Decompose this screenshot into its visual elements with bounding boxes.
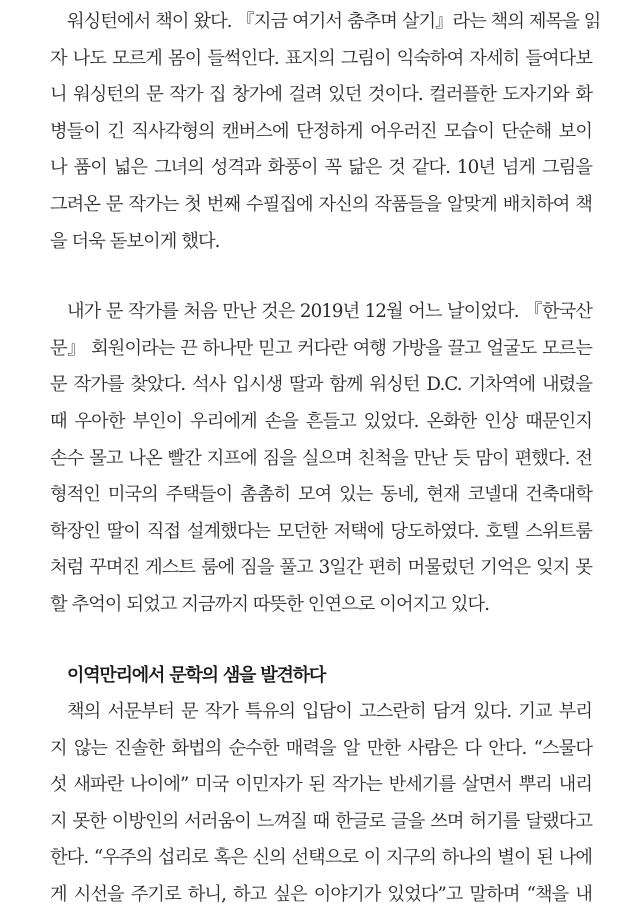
text-line: 책의 서문부터 문 작가 특유의 입담이 고스란히 담겨 있다. 기교 부리 bbox=[67, 701, 592, 723]
text-line: 병들이 긴 직사각형의 캔버스에 단정하게 어우러진 모습이 단순해 보이 bbox=[50, 120, 592, 142]
paragraph-2 bbox=[50, 294, 592, 623]
text-line: 섯 새파란 나이에” 미국 이민자가 된 작가는 반세기를 살면서 뿌리 내리 bbox=[50, 774, 592, 796]
document-page bbox=[50, 4, 601, 914]
text-line: 할 추억이 되었고 지금까지 따뜻한 인연으로 이어지고 있다. bbox=[50, 593, 490, 615]
text-line: 을 더욱 돋보이게 했다. bbox=[50, 230, 220, 252]
text-line: 내가 문 작가를 처음 만난 것은 2019년 12월 어느 날이었다. 『한국산 bbox=[67, 301, 592, 323]
text-line: 때 우아한 부인이 우리에게 손을 흔들고 있었다. 온화한 인상 때문인지 bbox=[50, 410, 592, 432]
text-line: 자 나도 모르게 몸이 들썩인다. 표지의 그림이 익숙하여 자세히 들여다보 bbox=[50, 47, 592, 69]
text-line: 나 품이 넓은 그녀의 성격과 화풍이 꼭 닮은 것 같다. 10년 넘게 그림을 bbox=[50, 157, 592, 179]
text-line: 그려온 문 작가는 첫 번째 수필집에 자신의 작품들을 알맞게 배치하여 책 bbox=[50, 193, 592, 215]
text-line: 형적인 미국의 주택들이 촘촘히 모여 있는 동네, 현재 코넬대 건축대학 bbox=[50, 484, 592, 506]
text-line: 게 시선을 주기로 하니, 하고 싶은 이야기가 있었다”고 말하며 “책을 내 bbox=[50, 884, 592, 906]
text-line: 손수 몰고 나온 빨간 지프에 짐을 실으며 친척을 만난 듯 맘이 편했다. 전 bbox=[50, 447, 592, 469]
section-heading: 이역만리에서 문학의 샘을 발견하다 bbox=[67, 664, 326, 686]
text-line: 처럼 꾸며진 게스트 룸에 짐을 풀고 3일간 편히 머물렀던 기억은 잊지 못 bbox=[50, 557, 592, 579]
text-line: 문 작가를 찾았다. 석사 입시생 딸과 함께 워싱턴 D.C. 기차역에 내렸을 bbox=[50, 374, 592, 396]
text-line: 문』 회원이라는 끈 하나만 믿고 커다란 여행 가방을 끌고 얼굴도 모르는 bbox=[50, 337, 592, 359]
text-line: 니 워싱턴의 문 작가 집 창가에 걸려 있던 것이다. 컬러플한 도자기와 화 bbox=[50, 84, 592, 106]
text-line: 지 못한 이방인의 서러움이 느껴질 때 한글로 글을 쓰며 허기를 달랬다고 bbox=[50, 810, 592, 832]
paragraph-3 bbox=[50, 694, 592, 914]
paragraph-1 bbox=[50, 4, 601, 260]
text-line: 지 않는 진솔한 화법의 순수한 매력을 알 만한 사람은 다 안다. “스물다 bbox=[50, 737, 592, 759]
text-line: 학장인 딸이 직접 설계했다는 모던한 저택에 당도하였다. 호텔 스위트룸 bbox=[50, 520, 592, 542]
text-line: 한다. “우주의 섭리로 혹은 신의 선택으로 이 지구의 하나의 별이 된 나에 bbox=[50, 847, 592, 869]
text-line: 워싱턴에서 책이 왔다. 『지금 여기서 춤추며 살기』라는 책의 제목을 읽 bbox=[67, 11, 601, 32]
